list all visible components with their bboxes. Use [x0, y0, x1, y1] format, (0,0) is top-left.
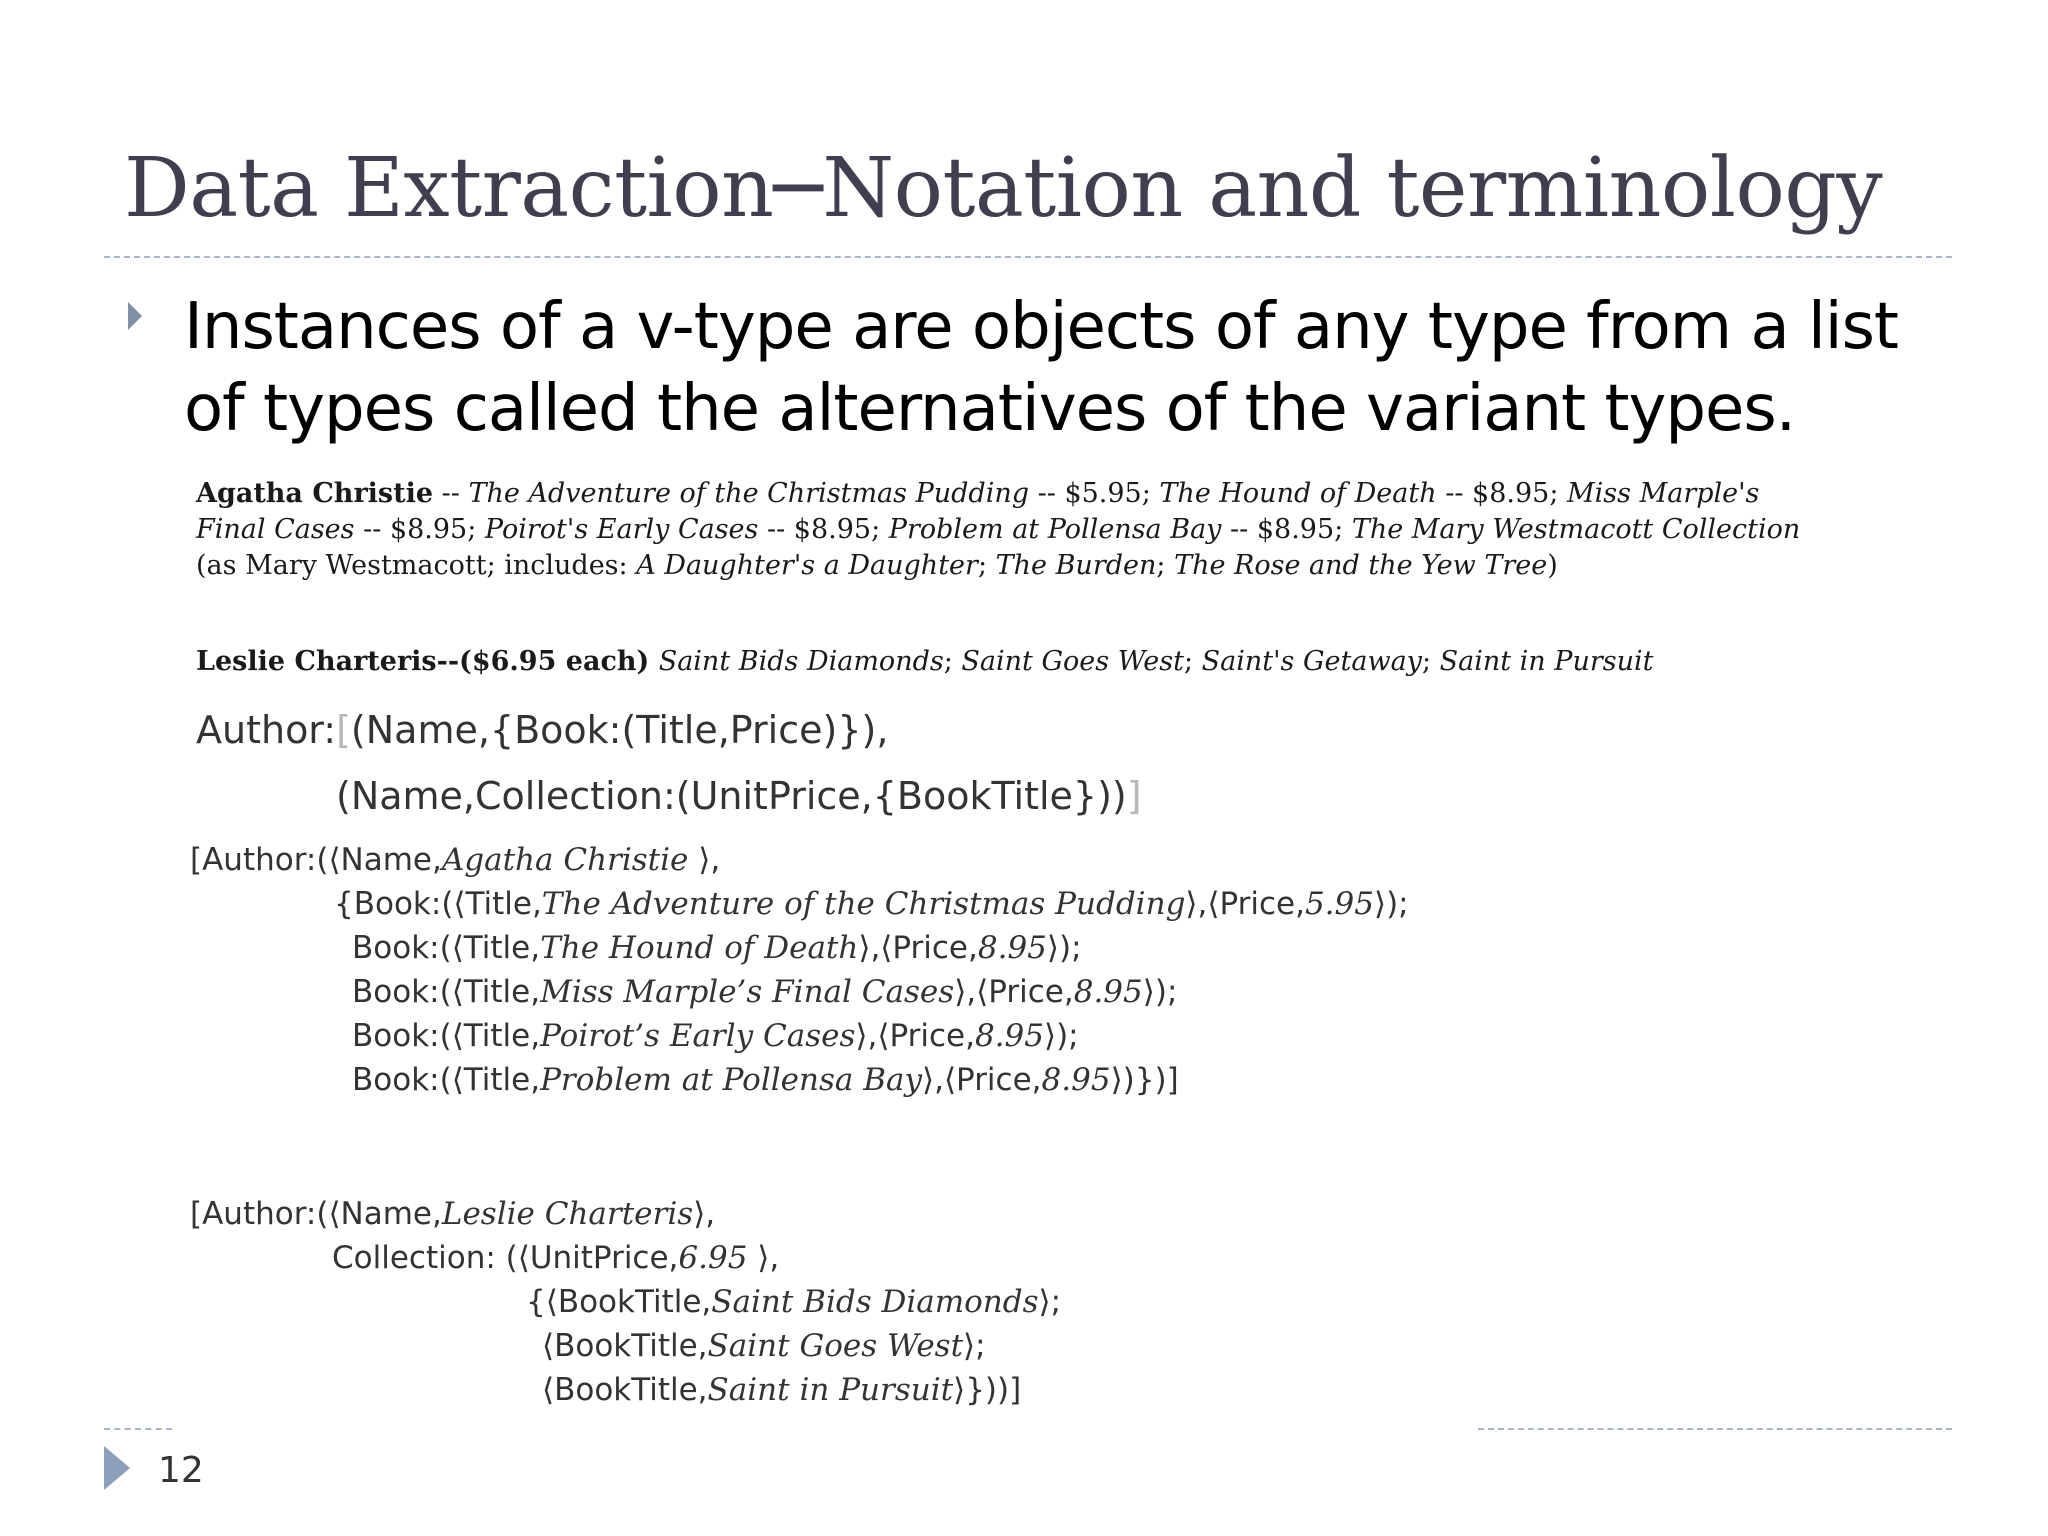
footer-divider-right: [1478, 1428, 1952, 1430]
instance-value: Saint Bids Diamonds: [711, 1284, 1039, 1320]
excerpt-book-title: Saint in Pursuit: [1439, 646, 1654, 677]
bullet-text: Instances of a v-type are objects of any type from a list of types called the alternatives of the variant types.: [184, 290, 1898, 446]
excerpt-book-title: Saint's Getaway: [1201, 646, 1422, 677]
instance-text: ⟩)})]: [1110, 1062, 1179, 1098]
instance-value: Agatha Christie: [441, 842, 689, 878]
schema-text: Author:: [196, 708, 337, 752]
instance1-line-5: [352, 1018, 1079, 1054]
footer-arrow-icon: [104, 1446, 130, 1490]
excerpt-book-title: Saint Bids Diamonds: [658, 646, 944, 677]
page-number: 12: [158, 1450, 204, 1491]
instance-value: Miss Marple’s Final Cases: [540, 974, 955, 1010]
instance-text: ⟩);: [1142, 974, 1178, 1010]
instance1-line-3: [352, 930, 1082, 966]
schema-text: (Name,{Book:(Title,Price)}),: [350, 708, 889, 752]
excerpt-book-title: Poirot's Early Cases: [484, 514, 759, 545]
instance-text: ⟩;: [963, 1328, 986, 1364]
excerpt-text: ;: [977, 550, 996, 581]
instance-text: Book:(⟨Title,: [352, 974, 541, 1010]
excerpt-text: -- $8.95;: [1436, 478, 1568, 509]
instance-value: 8.95: [1041, 1062, 1111, 1098]
instance-text: Book:(⟨Title,: [352, 1062, 541, 1098]
instance-value: The Hound of Death: [540, 930, 859, 966]
instance-value: 8.95: [977, 930, 1047, 966]
instance-text: Book:(⟨Title,: [352, 1018, 541, 1054]
excerpt-text: (as Mary Westmacott; includes:: [196, 550, 637, 581]
excerpt-author: Agatha Christie: [196, 478, 434, 509]
instance-value: Poirot’s Early Cases: [540, 1018, 856, 1054]
instance-text: Collection: (⟨UnitPrice,: [332, 1240, 679, 1276]
instance-text: ⟩,: [747, 1240, 780, 1276]
instance-value: 8.95: [974, 1018, 1044, 1054]
instance-value: Saint in Pursuit: [707, 1372, 954, 1408]
instance-text: ⟩,⟨Price,: [855, 1018, 975, 1054]
excerpt-book-title: The Rose and the Yew Tree: [1174, 550, 1548, 581]
instance-value: Problem at Pollensa Bay: [540, 1062, 922, 1098]
instance1-line-2: [334, 886, 1409, 922]
instance-text: ⟩;: [1038, 1284, 1062, 1320]
excerpt-book-title: The Burden: [995, 550, 1157, 581]
instance-text: ⟩);: [1046, 930, 1082, 966]
schema-line-1: [196, 708, 888, 752]
excerpt-book-title: The Adventure of the Christmas Pudding: [468, 478, 1030, 509]
instance2-line-2: [332, 1240, 779, 1276]
excerpt-book-title: The Mary Westmacott Collection: [1351, 514, 1801, 545]
schema-bracket: [: [336, 708, 351, 752]
footer-divider-left: [104, 1428, 172, 1430]
schema-bracket: ]: [1126, 774, 1142, 818]
excerpt-author: Leslie Charteris: [196, 646, 437, 677]
instance-value: 5.95: [1304, 886, 1374, 922]
excerpt-book-title: Problem at Pollensa Bay: [888, 514, 1222, 545]
excerpt-price: --($6.95 each): [436, 646, 659, 677]
excerpt-leslie-charteris: [196, 644, 1836, 680]
instance-text: ⟩,⟨Price,: [922, 1062, 1042, 1098]
excerpt-book-title: Miss Marple's Final Cases: [196, 478, 1760, 545]
excerpt-text: -- $8.95;: [758, 514, 889, 545]
instance2-line-4: [542, 1328, 986, 1364]
schema-text: (Name,Collection:(UnitPrice,{BookTitle})): [336, 774, 1127, 818]
instance-text: {⟨BookTitle,: [526, 1284, 712, 1320]
instance-value: 8.95: [1073, 974, 1143, 1010]
excerpt-text: -- $8.95;: [1221, 514, 1352, 545]
excerpt-text: ;: [943, 646, 962, 677]
instance2-line-5: [542, 1372, 1021, 1408]
instance-text: ⟩);: [1043, 1018, 1079, 1054]
excerpt-text: -- $5.95;: [1029, 478, 1160, 509]
instance-text: ⟩,⟨Price,: [954, 974, 1074, 1010]
schema-line-2: [336, 774, 1142, 818]
instance-text: ⟨BookTitle,: [542, 1372, 708, 1408]
instance-text: ⟩,⟨Price,: [1185, 886, 1305, 922]
slide-title: Data Extraction─Notation and terminology: [124, 141, 1883, 236]
bullet-arrow-icon: [128, 302, 142, 330]
excerpt-book-title: The Hound of Death: [1159, 478, 1437, 509]
instance-text: ⟩);: [1373, 886, 1409, 922]
instance2-line-1: [190, 1196, 715, 1232]
instance-text: ⟩,⟨Price,: [858, 930, 978, 966]
instance-text: ⟩}))]: [953, 1372, 1022, 1408]
excerpt-text: ;: [1183, 646, 1202, 677]
instance-text: ⟩,: [693, 1196, 716, 1232]
instance-text: ⟨BookTitle,: [542, 1328, 708, 1364]
excerpt-text: ): [1547, 550, 1558, 581]
instance-text: [Author:(⟨Name,: [190, 1196, 442, 1232]
instance-text: ⟩,: [688, 842, 721, 878]
excerpt-book-title: Saint Goes West: [961, 646, 1184, 677]
instance1-line-1: [190, 842, 720, 878]
excerpt-text: --: [433, 478, 469, 509]
instance-value: Leslie Charteris: [441, 1196, 694, 1232]
instance1-line-4: [352, 974, 1177, 1010]
excerpt-book-title: A Daughter's a Daughter: [636, 550, 978, 581]
instance-value: The Adventure of the Christmas Pudding: [541, 886, 1186, 922]
instance-text: [Author:(⟨Name,: [190, 842, 442, 878]
excerpt-text: ;: [1421, 646, 1440, 677]
title-divider: [104, 256, 1952, 258]
instance-text: {Book:(⟨Title,: [334, 886, 542, 922]
instance-value: Saint Goes West: [707, 1328, 964, 1364]
instance2-line-3: [526, 1284, 1061, 1320]
excerpt-text: ;: [1156, 550, 1175, 581]
excerpt-agatha-christie: [196, 476, 1836, 584]
instance1-line-6: [352, 1062, 1179, 1098]
instance-value: 6.95: [678, 1240, 748, 1276]
instance-text: Book:(⟨Title,: [352, 930, 541, 966]
excerpt-text: -- $8.95;: [354, 514, 485, 545]
